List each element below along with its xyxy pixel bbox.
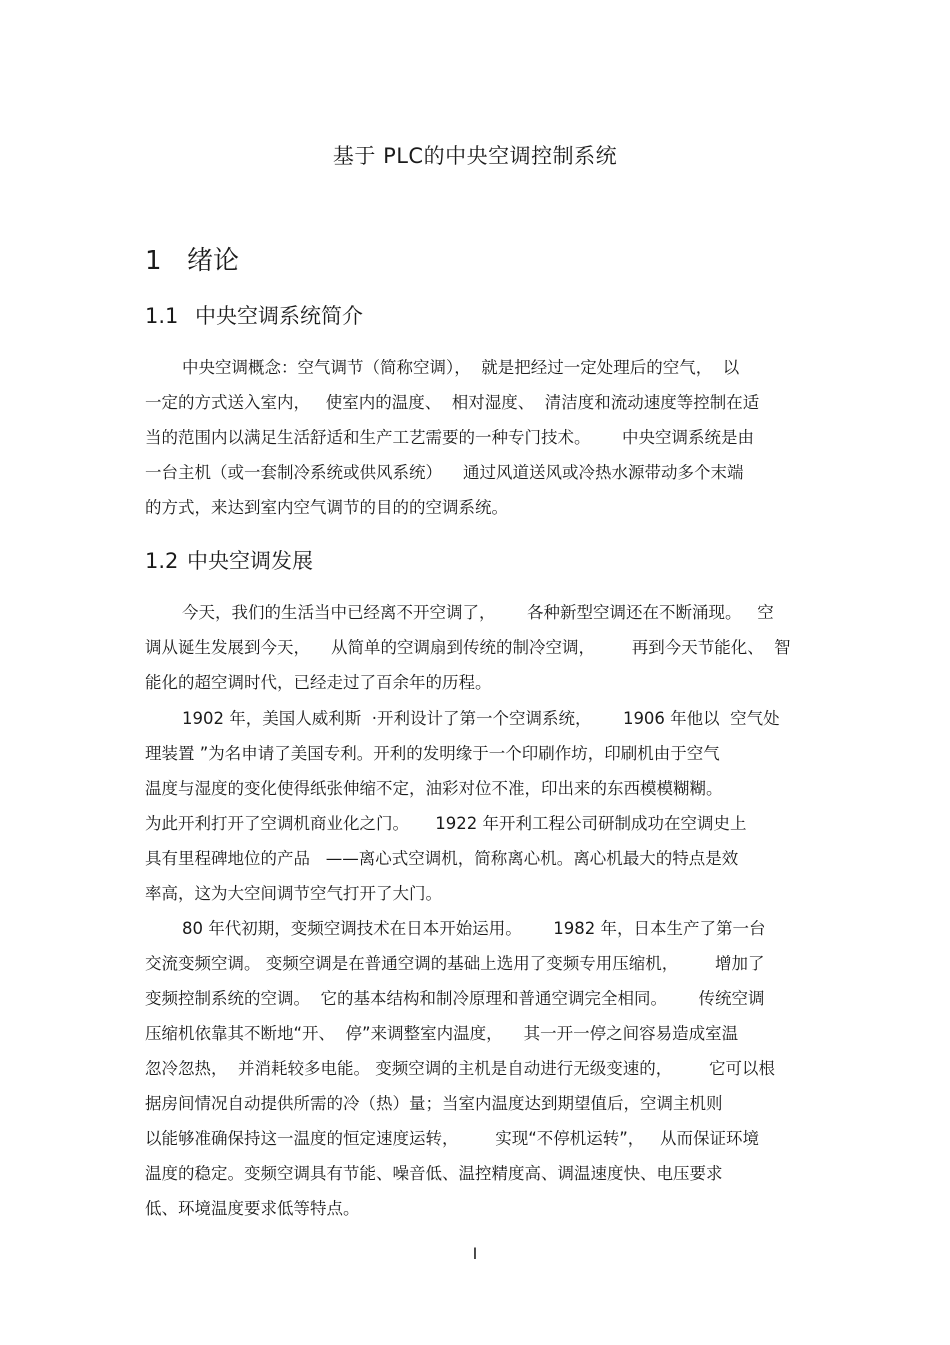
paragraph-line: 据房间情况自动提供所需的冷（热）量；当室内温度达到期望值后，空调主机则 [145,1094,723,1113]
section-number: 1.1 [145,304,179,328]
section-heading [145,300,363,330]
document-title: 基于 PLC的中央空调控制系统 [332,144,618,168]
paragraph-line: 80 年代初期，变频空调技术在日本开始运用。 1982 年，日本生产了第一台 [182,919,766,938]
paragraph-line: 1902 年，美国人威利斯 ·开利设计了第一个空调系统， 1906 年他以 空气处 [182,709,780,728]
paragraph-line: 低、环境温度要求低等特点。 [145,1199,360,1218]
paragraph-line: 以能够准确保持这一温度的恒定速度运转， 实现“不停机运转”， 从而保证环境 [145,1129,760,1148]
paragraph-line: 当的范围内以满足生活舒适和生产工艺需要的一种专门技术。 中央空调系统是由 [145,428,754,447]
paragraph-line: 中央空调概念：空气调节（简称空调）， 就是把经过一定处理后的空气， 以 [182,358,740,377]
chapter-number: 1 [145,246,162,276]
chapter-title: 绪论 [187,246,240,276]
paragraph-line: 为此开利打开了空调机商业化之门。 1922 年开利工程公司研制成功在空调史上 [145,814,747,833]
chapter-heading [145,240,239,277]
section-title: 中央空调发展 [187,549,313,573]
paragraph-line: 理装置 ”为名申请了美国专利。开利的发明缘于一个印刷作坊，印刷机由于空气 [145,744,720,763]
paragraph-line: 的方式，来达到室内空气调节的目的的空调系统。 [145,498,508,517]
paragraph-line: 忽冷忽热， 并消耗较多电能。 变频空调的主机是自动进行无级变速的， 它可以根 [145,1059,775,1078]
paragraph-line: 调从诞生发展到今天， 从简单的空调扇到传统的制冷空调， 再到今天节能化、 智 [145,638,791,657]
paragraph-line: 今天，我们的生活当中已经离不开空调了， 各种新型空调还在不断涌现。 空 [182,603,774,622]
paragraph-line: 能化的超空调时代，已经走过了百余年的历程。 [145,673,492,692]
paragraph-line: 压缩机依靠其不断地“开、 停”来调整室内温度， 其一开一停之间容易造成室温 [145,1024,739,1043]
paragraph-line: 一台主机（或一套制冷系统或供风系统） 通过风道送风或冷热水源带动多个末端 [145,463,744,482]
section-heading [145,545,313,575]
section-number: 1.2 [145,549,179,573]
section-title: 中央空调系统简介 [195,304,363,328]
paragraph-line: 具有里程碑地位的产品 ——离心式空调机，简称离心机。离心机最大的特点是效 [145,849,739,868]
paragraph-line: 交流变频空调。 变频空调是在普通空调的基础上选用了变频专用压缩机， 增加了 [145,954,765,973]
paragraph-line: 率高，这为大空间调节空气打开了大门。 [145,884,442,903]
paragraph-line: 温度与湿度的变化使得纸张伸缩不定，油彩对位不准，印出来的东西模模糊糊。 [145,779,723,798]
paragraph-line: 温度的稳定。变频空调具有节能、噪音低、温控精度高、调温速度快、电压要求 [145,1164,723,1183]
page-number: I [472,1244,478,1263]
paragraph-line: 变频控制系统的空调。 它的基本结构和制冷原理和普通空调完全相同。 传统空调 [145,989,765,1008]
paragraph-line: 一定的方式送入室内， 使室内的温度、 相对湿度、 清洁度和流动速度等控制在适 [145,393,760,412]
